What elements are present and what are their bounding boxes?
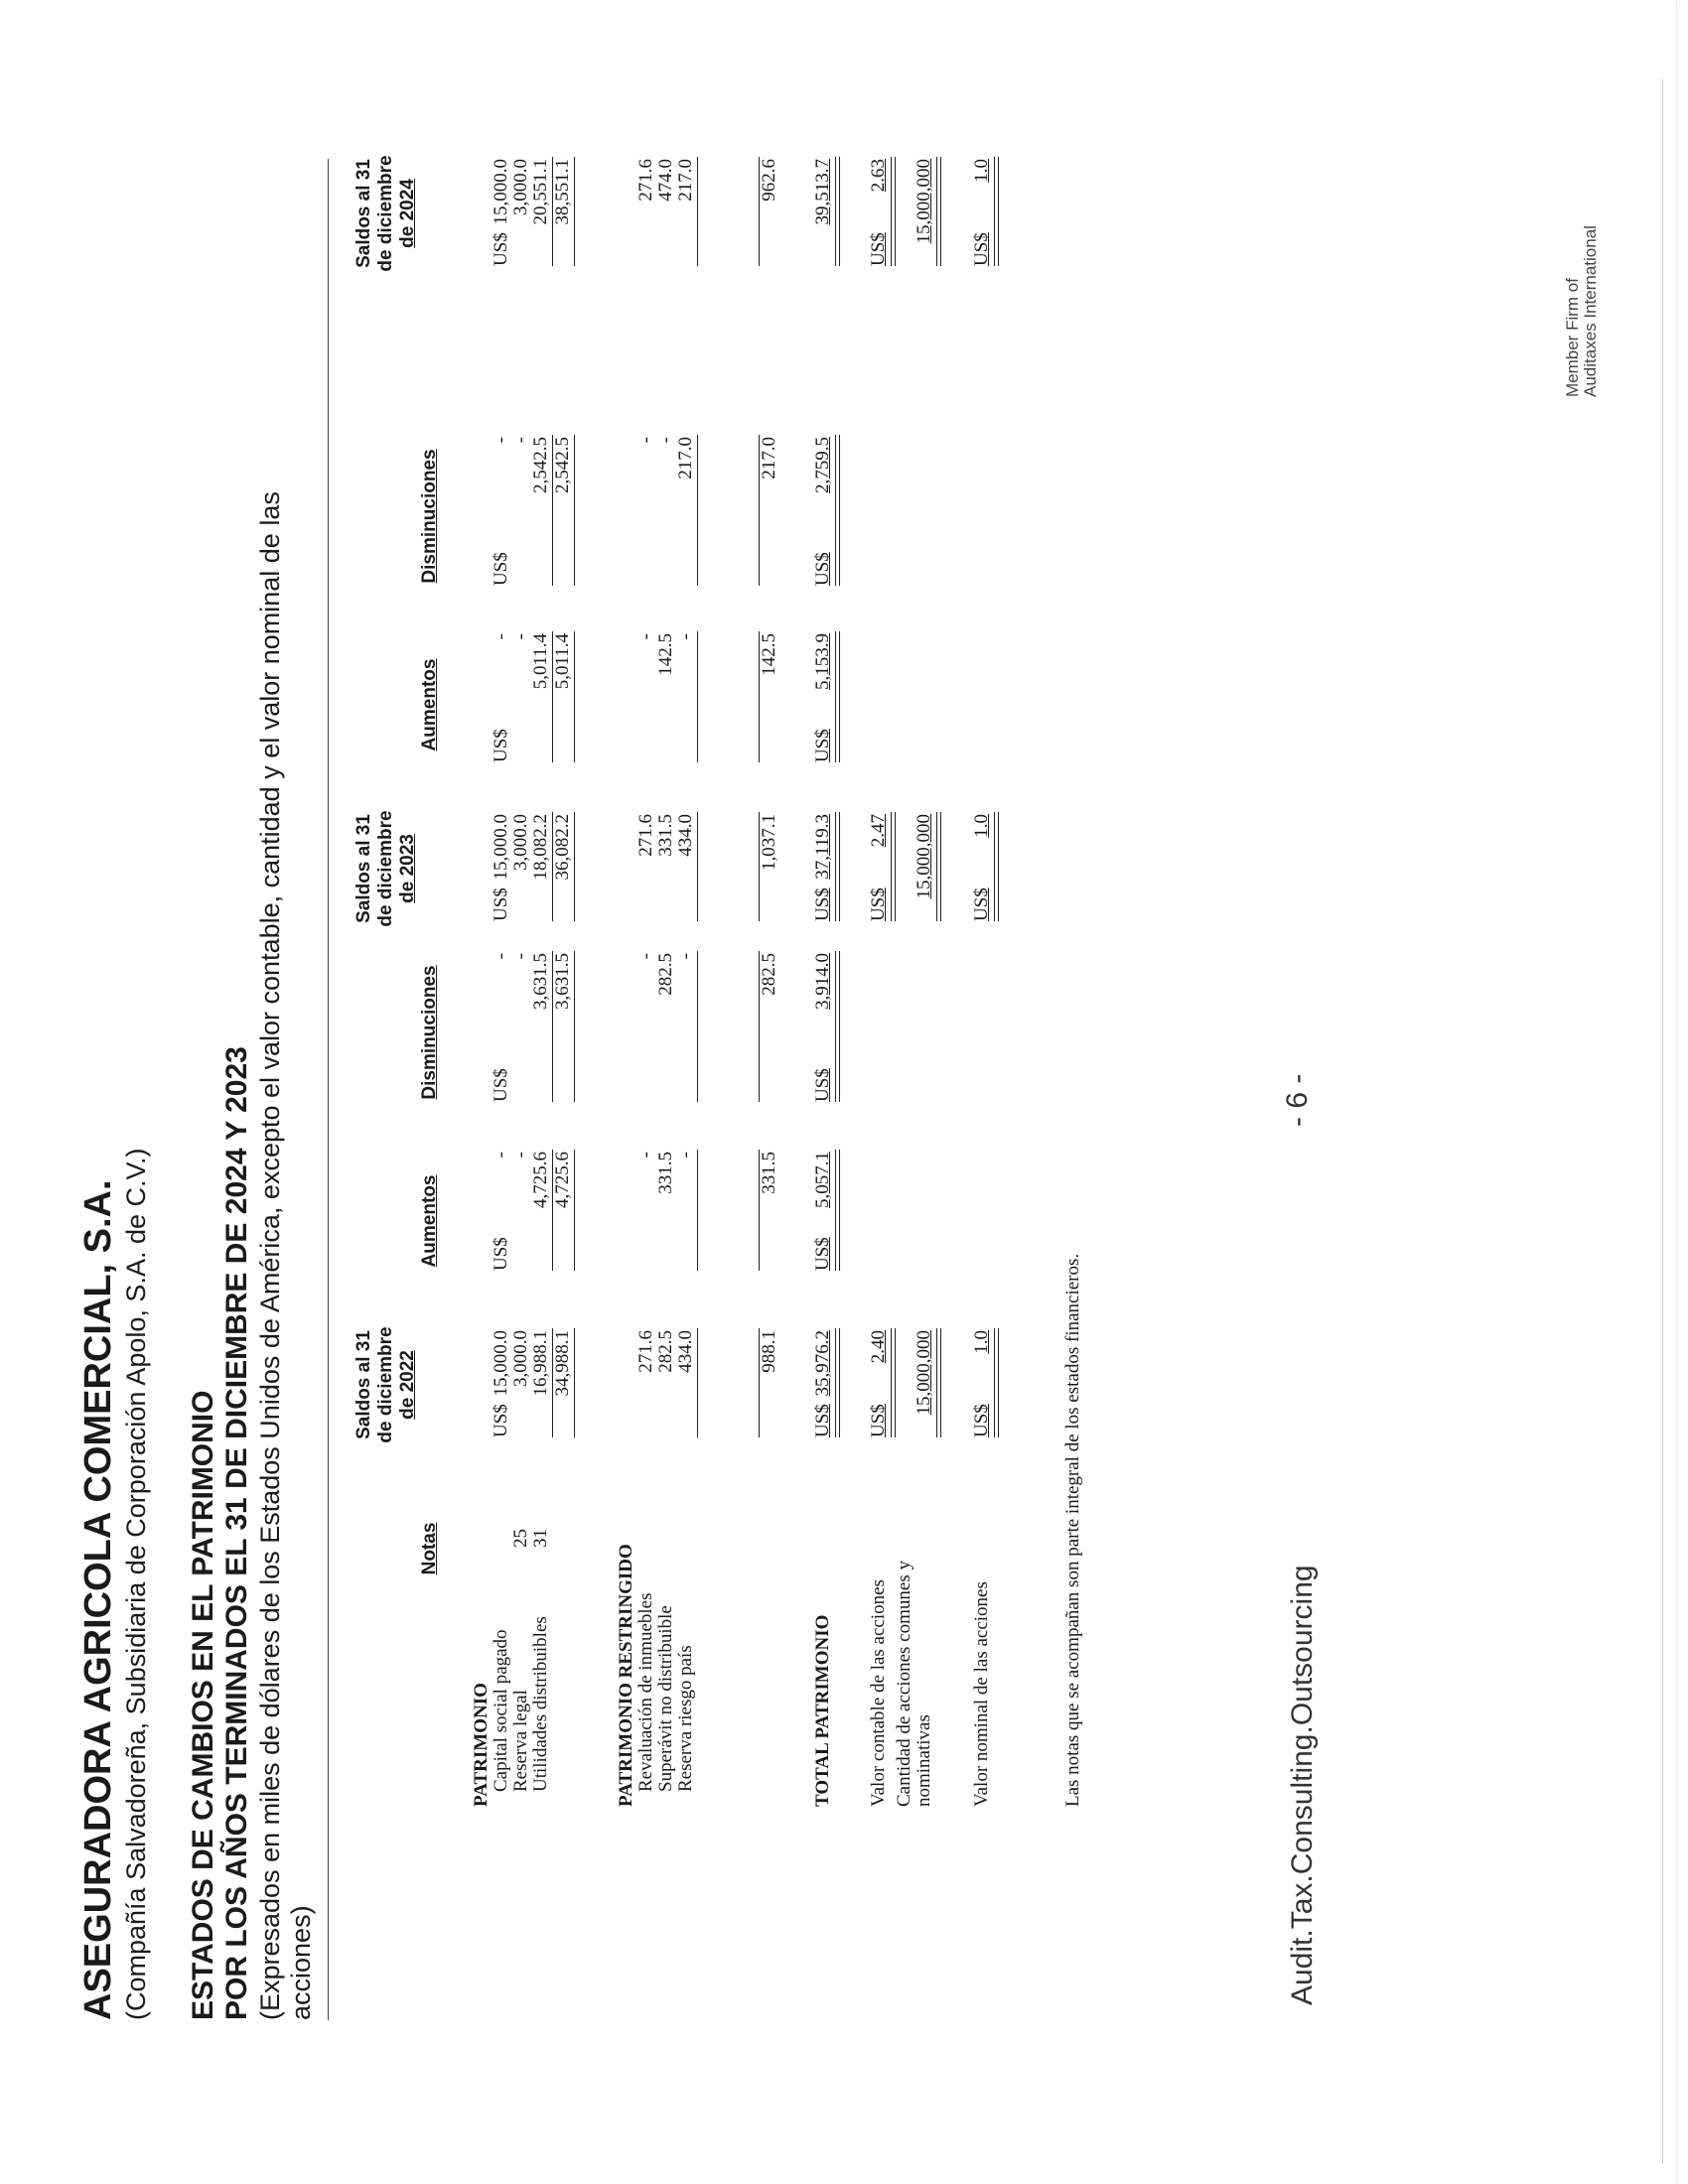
underline [697, 951, 698, 1102]
value-cell: 331.5 [655, 1152, 676, 1194]
statement-units: (Expresados en miles de dólares de los Estados Unidos de América, excepto el valor contable, cantidad y el valor nominal de las [255, 491, 285, 2020]
row-label: Valor contable de las acciones [868, 1579, 889, 1807]
underline [759, 157, 760, 266]
value-cell: - [510, 437, 531, 444]
double-underline [891, 812, 896, 921]
row-label: Reserva legal [510, 1690, 531, 1792]
underline [574, 631, 575, 762]
total-cell: 39,513.7 [812, 159, 833, 225]
value-cell: - [510, 1152, 531, 1159]
currency-symbol: US$ [971, 1404, 992, 1437]
value-cell: 2.63 [868, 159, 889, 193]
value-cell: 271.6 [635, 159, 656, 202]
currency-symbol: US$ [491, 1237, 511, 1271]
value-cell: - [491, 953, 511, 960]
double-underline [994, 812, 999, 921]
underline [759, 951, 760, 1102]
double-underline [994, 1328, 999, 1437]
value-cell: 15,000.0 [491, 1330, 511, 1397]
currency-symbol: US$ [812, 1068, 833, 1102]
value-cell: 16,988.1 [530, 1330, 551, 1397]
underline [552, 1150, 553, 1271]
subtotal-cell: 282.5 [759, 953, 779, 996]
double-underline [936, 1328, 941, 1437]
underline [552, 157, 553, 266]
header-notas: Notas [419, 1522, 440, 1575]
row-label: nominativas [914, 1714, 934, 1807]
header-disminuciones-2024: Disminuciones [419, 449, 440, 584]
subtotal-cell: 217.0 [759, 437, 779, 479]
subtotal-cell: 4,725.6 [552, 1152, 573, 1208]
value-cell: - [491, 437, 511, 444]
underline [697, 631, 698, 762]
value-cell: - [510, 633, 531, 640]
underline [574, 435, 575, 586]
double-underline [891, 157, 896, 266]
underline [697, 157, 698, 266]
underline [552, 951, 553, 1102]
value-cell: - [635, 1152, 656, 1159]
row-label: Superávit no distribuible [655, 1605, 676, 1792]
double-underline [835, 951, 840, 1102]
value-cell: 1.0 [971, 1330, 992, 1354]
value-cell: 434.0 [675, 1330, 696, 1373]
currency-symbol: US$ [491, 232, 511, 266]
underline [759, 812, 760, 921]
value-cell: - [491, 633, 511, 640]
subtotal-cell: 36,082.2 [552, 814, 573, 881]
currency-symbol: US$ [491, 887, 511, 921]
value-cell: - [675, 953, 696, 960]
value-cell: 1.0 [971, 814, 992, 838]
double-underline [835, 1328, 840, 1437]
underline [552, 435, 553, 586]
value-cell: - [510, 953, 531, 960]
value-cell: 271.6 [635, 814, 656, 857]
row-label: Utilidades distribuibles [530, 1616, 551, 1792]
underline [759, 435, 760, 586]
currency-symbol: US$ [971, 232, 992, 266]
subtotal-cell: 962.6 [759, 159, 779, 202]
total-cell: 2,759.5 [812, 437, 833, 493]
value-cell: 282.5 [655, 1330, 676, 1373]
double-underline [891, 1328, 896, 1437]
value-cell: 474.0 [655, 159, 676, 202]
company-subtitle: (Compañía Salvadoreña, Subsidiaria de Corporación Apolo, S.A. de C.V.) [121, 1148, 151, 2020]
statement-period: POR LOS AÑOS TERMINADOS EL 31 DE DICIEMBRE DE 2024 Y 2023 [220, 1046, 253, 2020]
value-cell: 3,000.0 [510, 159, 531, 215]
value-cell: - [635, 953, 656, 960]
row-label: Revaluación de inmuebles [635, 1592, 656, 1792]
statement-units-cont: acciones) [286, 1905, 316, 2020]
double-underline [994, 157, 999, 266]
currency-symbol: US$ [812, 729, 833, 762]
header-saldo-2024: Saldos al 31 de diciembre de 2024 [353, 155, 418, 272]
company-name: ASEGURADORA AGRICOLA COMERCIAL, S.A. [77, 1179, 119, 2020]
header-disminuciones-2023: Disminuciones [419, 965, 440, 1100]
section-patrimonio: PATRIMONIO [471, 1683, 492, 1807]
value-cell: - [491, 1152, 511, 1159]
underline [552, 631, 553, 762]
underline [552, 812, 553, 921]
currency-symbol: US$ [812, 552, 833, 586]
value-cell: 3,000.0 [510, 1330, 531, 1387]
double-underline [835, 435, 840, 586]
member-firm-note: Member Firm of Auditaxes International [1563, 225, 1600, 397]
double-underline [835, 631, 840, 762]
underline [759, 1328, 760, 1437]
row-label: Capital social pagado [491, 1629, 511, 1792]
row-label: Cantidad de acciones comunes y [894, 1561, 914, 1807]
underline [697, 1328, 698, 1437]
footnote: Las notas que se acompañan son parte integral de los estados financieros. [1062, 1253, 1083, 1807]
value-cell: 2.40 [868, 1330, 889, 1364]
row-label: Valor nominal de las acciones [971, 1581, 992, 1807]
value-cell: 434.0 [675, 814, 696, 857]
subtotal-cell: 331.5 [759, 1152, 779, 1194]
currency-symbol: US$ [491, 1068, 511, 1102]
row-label: Reserva riesgo país [675, 1645, 696, 1792]
underline [574, 157, 575, 266]
double-underline [835, 157, 840, 266]
currency-symbol: US$ [491, 552, 511, 586]
currency-symbol: US$ [812, 1237, 833, 1271]
currency-symbol: US$ [868, 232, 889, 266]
value-cell: 15,000.0 [491, 159, 511, 225]
subtotal-cell: 142.5 [759, 633, 779, 676]
underline [574, 812, 575, 921]
value-cell: - [675, 633, 696, 640]
value-cell: 15,000,000 [914, 814, 934, 899]
underline [574, 1328, 575, 1437]
section-patrimonio-restringido: PATRIMONIO RESTRINGIDO [616, 1544, 636, 1807]
double-underline [835, 1150, 840, 1271]
header-saldo-2022: Saldos al 31 de diciembre de 2022 [353, 1326, 418, 1443]
value-cell: 15,000,000 [914, 1330, 934, 1416]
subtotal-cell: 1,037.1 [759, 814, 779, 871]
header-saldo-2023: Saldos al 31 de diciembre de 2023 [353, 810, 418, 927]
underline [574, 951, 575, 1102]
value-cell: 271.6 [635, 1330, 656, 1373]
value-cell: - [635, 633, 656, 640]
row-nota: 25 [510, 1529, 531, 1548]
total-cell: 3,914.0 [812, 953, 833, 1010]
double-underline [835, 812, 840, 921]
value-cell: 20,551.1 [530, 159, 551, 225]
total-cell: 5,057.1 [812, 1152, 833, 1208]
total-cell: 5,153.9 [812, 633, 833, 690]
value-cell: 1.0 [971, 159, 992, 183]
value-cell: 217.0 [675, 159, 696, 202]
subtotal-cell: 5,011.4 [552, 633, 573, 690]
double-underline [936, 157, 941, 266]
value-cell: 15,000,000 [914, 159, 934, 244]
total-cell: 35,976.2 [812, 1330, 833, 1397]
currency-symbol: US$ [491, 729, 511, 762]
value-cell: 3,631.5 [530, 953, 551, 1010]
value-cell: 217.0 [675, 437, 696, 479]
underline [697, 1150, 698, 1271]
value-cell: 2,542.5 [530, 437, 551, 493]
value-cell: - [655, 437, 676, 444]
subtotal-cell: 38,551.1 [552, 159, 573, 225]
value-cell: 15,000.0 [491, 814, 511, 881]
currency-symbol: US$ [812, 1404, 833, 1437]
statement-title: ESTADOS DE CAMBIOS EN EL PATRIMONIO [187, 1390, 219, 2020]
value-cell: 4,725.6 [530, 1152, 551, 1208]
subtotal-cell: 2,542.5 [552, 437, 573, 493]
header-rule [328, 159, 329, 2020]
underline [759, 1150, 760, 1271]
underline [574, 1150, 575, 1271]
total-cell: 37,119.3 [812, 814, 833, 880]
header-aumentos-2023: Aumentos [419, 1174, 440, 1268]
value-cell: 5,011.4 [530, 633, 551, 690]
currency-symbol: US$ [491, 1404, 511, 1437]
value-cell: - [635, 437, 656, 444]
value-cell: - [675, 1152, 696, 1159]
value-cell: 142.5 [655, 633, 676, 676]
value-cell: 18,082.2 [530, 814, 551, 881]
double-underline [936, 812, 941, 921]
value-cell: 331.5 [655, 814, 676, 857]
underline [697, 812, 698, 921]
currency-symbol: US$ [868, 887, 889, 921]
section-total-patrimonio: TOTAL PATRIMONIO [812, 1614, 833, 1807]
value-cell: 3,000.0 [510, 814, 531, 871]
subtotal-cell: 34,988.1 [552, 1330, 573, 1397]
underline [759, 631, 760, 762]
page-number: - 6 - [1281, 1073, 1314, 1127]
underline [552, 1328, 553, 1437]
footer-tagline: Audit.Tax.Consulting.Outsourcing [1286, 1565, 1319, 2005]
subtotal-cell: 988.1 [759, 1330, 779, 1373]
header-aumentos-2024: Aumentos [419, 658, 440, 751]
underline [697, 435, 698, 586]
row-nota: 31 [530, 1529, 551, 1548]
subtotal-cell: 3,631.5 [552, 953, 573, 1010]
value-cell: 282.5 [655, 953, 676, 996]
currency-symbol: US$ [868, 1404, 889, 1437]
currency-symbol: US$ [971, 887, 992, 921]
value-cell: 2.47 [868, 814, 889, 848]
currency-symbol: US$ [812, 887, 833, 921]
